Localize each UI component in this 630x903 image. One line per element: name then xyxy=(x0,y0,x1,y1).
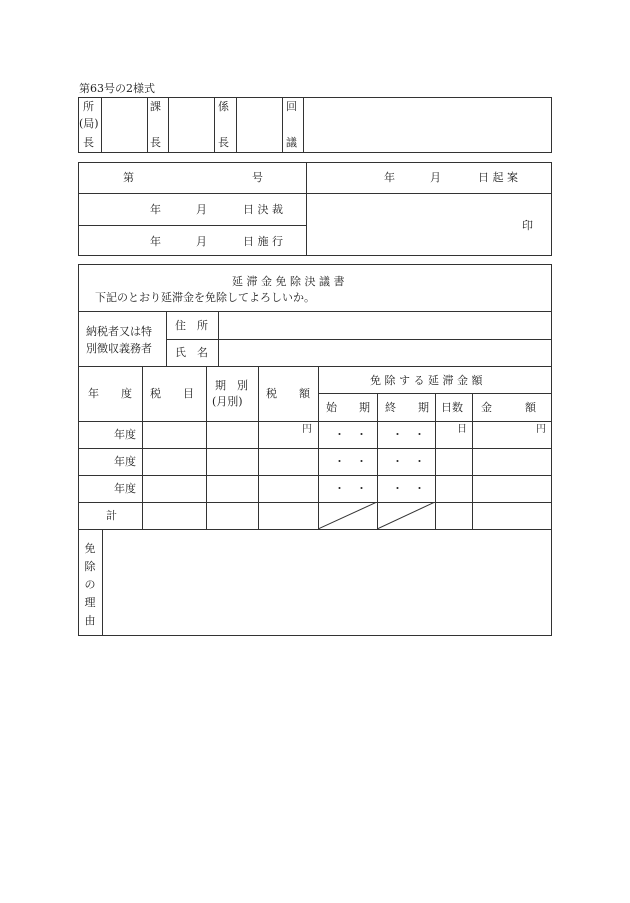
row2-shuki: ・ ・ xyxy=(392,455,425,468)
address-field[interactable] xyxy=(219,312,551,338)
form-title: 延 滞 金 免 除 決 議 書 xyxy=(232,275,345,288)
row1-shiki: ・ ・ xyxy=(334,428,367,441)
draft-kessai-nen: 年 xyxy=(150,203,161,216)
draft-shiko-tsuki: 月 xyxy=(196,235,207,248)
row1-nichi: 日 xyxy=(457,424,467,435)
header-kingaku: 金 額 xyxy=(481,401,536,414)
header-menjo-group: 免 除 す る 延 滞 金 額 xyxy=(370,374,483,387)
total-label: 計 xyxy=(106,509,117,522)
row1-shuki: ・ ・ xyxy=(392,428,425,441)
header-kibetsu-2: (月別) xyxy=(212,395,243,408)
row3-shuki: ・ ・ xyxy=(392,482,425,495)
name-label: 氏 名 xyxy=(175,346,208,359)
header-kibetsu-1: 期 別 xyxy=(215,379,248,392)
reason-char-4: 理 xyxy=(84,596,96,609)
approval-kakaricho-1: 係 xyxy=(218,100,229,113)
reason-char-2: 除 xyxy=(84,560,96,573)
taxpayer-label-2: 別徴収義務者 xyxy=(86,342,152,355)
draft-go: 号 xyxy=(252,171,263,184)
reason-char-3: の xyxy=(84,578,96,591)
approval-shocho-1: 所 xyxy=(83,100,94,113)
row2-nendo: 年度 xyxy=(114,455,136,468)
approval-kakaricho-2: 長 xyxy=(218,136,229,149)
form-subtitle: 下記のとおり延滞金を免除してよろしいか。 xyxy=(95,291,315,304)
approval-kaigi-1: 回 xyxy=(286,100,297,113)
total-shuki-diagonal xyxy=(377,502,435,529)
draft-kian-nen: 年 xyxy=(384,171,395,184)
draft-kian-hi: 日 起 案 xyxy=(478,171,518,184)
name-field[interactable] xyxy=(219,340,551,365)
draft-dai: 第 xyxy=(123,171,134,184)
draft-kian-tsuki: 月 xyxy=(430,171,441,184)
address-label: 住 所 xyxy=(175,319,208,332)
reason-char-1: 免 xyxy=(84,542,96,555)
row2-shiki: ・ ・ xyxy=(334,455,367,468)
header-shuki: 終 期 xyxy=(385,401,429,414)
approval-kacho-1: 課 xyxy=(150,100,161,113)
approval-kaigi-2: 議 xyxy=(286,136,297,149)
draft-shiko-nen: 年 xyxy=(150,235,161,248)
row1-kin-yen: 円 xyxy=(536,424,546,435)
header-zeimoku: 税 目 xyxy=(150,387,194,400)
reason-field[interactable] xyxy=(103,530,551,635)
reason-char-5: 由 xyxy=(84,614,96,627)
approval-shocho-2: (局) xyxy=(79,117,99,130)
taxpayer-label-1: 納税者又は特 xyxy=(86,325,152,338)
draft-kessai-hi: 日 決 裁 xyxy=(243,203,283,216)
row3-nendo: 年度 xyxy=(114,482,136,495)
header-nendo: 年 度 xyxy=(88,387,132,400)
draft-shiko-hi: 日 施 行 xyxy=(243,235,283,248)
draft-seal: 印 xyxy=(522,219,533,232)
header-shiki: 始 期 xyxy=(326,401,370,414)
header-nissu: 日数 xyxy=(441,401,463,414)
row3-shiki: ・ ・ xyxy=(334,482,367,495)
reason-label xyxy=(80,541,100,631)
row1-nendo: 年度 xyxy=(114,428,136,441)
approval-kacho-2: 長 xyxy=(150,136,161,149)
header-zeigaku: 税 額 xyxy=(266,387,310,400)
row1-yen: 円 xyxy=(302,424,312,435)
total-shiki-diagonal xyxy=(318,502,377,529)
approval-shocho-3: 長 xyxy=(83,136,94,149)
form-number: 第63号の2様式 xyxy=(79,82,155,95)
draft-kessai-tsuki: 月 xyxy=(196,203,207,216)
